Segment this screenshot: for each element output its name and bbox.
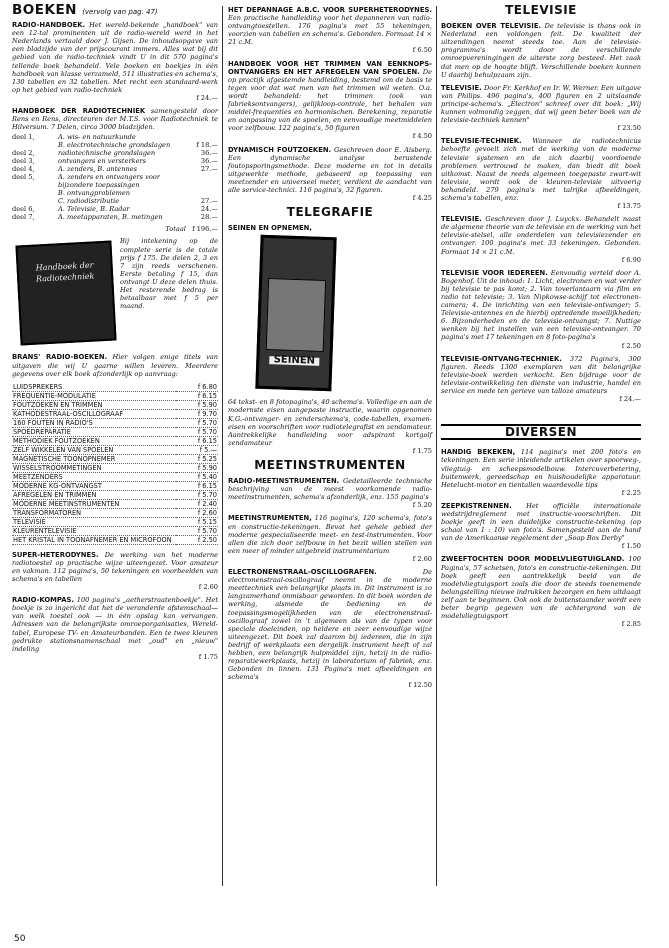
part-name: A. meetapparaten, B. metingen — [58, 213, 163, 222]
price-list-name: HET KRISTAL IN TOONAFNEMER EN MICROFOON — [12, 535, 176, 544]
part-name: B. ontvangproblemen — [58, 189, 131, 198]
price-list-price: f 5.70 — [176, 490, 218, 499]
entry-text: Het officiële internationale wedstrijdreglement met instructie-voorschriften. Dit boekje geeft in een duidelijke constructie-tekening (op schaal van 1 : 10) van foto's. Samengesteld aan de hand van de Amerikaanse regelement der „Soap Box Derby" — [441, 501, 641, 543]
entry-title: TELEVISIE-TECHNIEK. — [441, 137, 522, 146]
part-name: radiotechnische grondslagen — [58, 149, 156, 158]
entry-meetinstrumenten — [228, 514, 432, 563]
part-num: deel 2, — [12, 149, 35, 158]
entry-price: f 6.90 — [621, 255, 641, 264]
entry-price: f 4.50 — [412, 132, 432, 141]
price-list-name: MODERNE KG-ONTVANGST — [12, 481, 176, 490]
parts-table — [12, 133, 218, 221]
entry-title: SUPER-HETERODYNES. — [12, 550, 99, 559]
entry-price: f 24.— — [619, 395, 641, 404]
price-list-price: f 9.70 — [176, 409, 218, 418]
entry-text: Het wereld-bekende „handboek" van een 12-tal prominenten uit de radio-wereld werd in het Nederlands vertaald door J. Gijsen. De inhoudsopgave van een bladzijde van der prijscourant immers. Alles wat bij dit gebied van de radio-techniek vindt U in dit 570 pagina's tellende boek behandeld. Vele boeken en boekjes in één handboek van klasse verzameld, 511 illustraties en schema's, 130 tabellen en 32 tabellen. Met recht een standaard-werk op het gebied van radio-techniek — [12, 21, 218, 94]
section-header-televisie: TELEVISIE — [505, 3, 577, 17]
entry-text: Hier volgen enige titels van uitgaven die wij U gaarne willen leveren. Meerdere gegevens over elk boek afzonderlijk op aanvraag: — [12, 353, 218, 378]
entry-depannage — [228, 6, 432, 55]
part-row — [12, 189, 218, 197]
subscription-text: Bij intekening op de complete serie is de totale prijs f 175. De delen 2, 3 en 7 zijn reeds verschenen. Eerste betaling f 15, dan ontvangt U deze delen thuis. Het resterende bedrag is betaalbaar met f 5 per maand. — [120, 237, 218, 311]
price-list-row — [12, 445, 218, 454]
price-list-row — [12, 526, 218, 535]
price-list-row — [12, 427, 218, 436]
total-label: Totaal — [165, 225, 186, 234]
price-list-row — [12, 472, 218, 481]
price-list-price: f 2.50 — [176, 535, 218, 544]
price-list-row — [12, 454, 218, 463]
entry-price: f 13.75 — [617, 202, 641, 211]
entry-price: f 23.50 — [617, 124, 641, 133]
book-cover-title: Handboek der Radiotechniek — [35, 260, 95, 284]
part-price: 28.— — [200, 213, 218, 222]
price-list-row — [12, 383, 218, 392]
price-list-row — [12, 517, 218, 526]
parts-total — [12, 225, 218, 233]
entry-text: De televisie is thans ook in Nederland een voldongen feit. De kwaliteit der uitzendingen neemt steeds toe. Aan de televisie-programma's wordt door de verschillende omroepvereningingen de uiterste zorg besteed. Het zaak dat men op de hoogte blijft. Verschillende boeken kunnen U daarbij behulpzaam zijn. — [441, 22, 642, 79]
part-name: A. zenders, B. antennes — [58, 165, 137, 174]
part-name: A. zenders en ontvangers voor bijzondere toepassingen — [58, 173, 160, 190]
page-number: 50 — [14, 934, 26, 944]
entry-radio-handboek — [12, 21, 218, 102]
part-row — [12, 173, 218, 189]
entry-tv-kerkhof — [441, 84, 641, 133]
entry-text: 116 pagina's, 120 schema's, foto's en constructie-tekeningen. Bevat het gehele gebied der moderne gespecialiseerde meet- en test-instrumenten. Voor allen die zich door zelfbouw in het bezit willen stellen van een meer of minder uitgebreid instrumentarium — [228, 514, 432, 555]
price-list-row — [12, 418, 218, 427]
entry-price: f 2.60 — [412, 554, 432, 563]
price-list-name: 160 FOUTEN IN RADIO'S — [12, 418, 176, 427]
part-name: A. wis- en natuurkunde — [58, 133, 136, 142]
entry-tv-luyckx — [441, 215, 641, 264]
part-price — [182, 189, 218, 197]
part-price — [182, 133, 218, 141]
entry-zweeftochten — [441, 555, 641, 628]
price-list-row — [12, 409, 218, 418]
price-list-name: SPOEDREPARATIE — [12, 427, 176, 436]
price-list-name: KATHODESTRAAL-OSCILLOGRAAF — [12, 409, 176, 418]
price-list-name: MAGNETISCHE TOONOPNEMER — [12, 454, 176, 463]
part-price: f 18.— — [196, 141, 218, 150]
entry-title: ZEEPKISTRENNEN. — [441, 501, 512, 510]
price-list-row — [12, 508, 218, 517]
price-list-name: METHODIEK FOUTZOEKEN — [12, 436, 176, 445]
price-list-row — [12, 436, 218, 445]
entry-text: 372 Pagina's, 300 figuren. Reeds 1300 exemplaren van dit belangrijke televisie-boek werden verkocht. Een bijdrage voor de televisie-ontwikkeling ten dienste van industrie, handel en service en mede ten gerieve van talloze amateurs — [441, 354, 641, 396]
price-list-row — [12, 463, 218, 472]
entry-zeepkist — [441, 502, 641, 551]
entry-title: RADIO-MEETINSTRUMENTEN. — [228, 477, 340, 486]
entry-text: De op practijk afgestemde handleiding, bestemd om de basis te tegen voor dat wat men van het trimmen wil weten. O.a. wordt behandeld: het trimmen (ook van fabrieksontvangers), gelijkloop-controle, het behalen van middel-frequenties en harmonischen. Berekening, reparatie en aanpassing van de spoelen, en eenvoudige meetmiddelen voor zelfbouw. 122 pagina's, 50 figuren — [228, 67, 432, 133]
column-left — [12, 2, 218, 666]
price-list-price: f 5.70 — [176, 427, 218, 436]
entry-title: TELEVISIE VOOR IEDEREEN. — [441, 268, 548, 277]
part-price: 36.— — [200, 149, 218, 158]
entry-text: Eenvoudig verteld door A. Bogenhof. Uit de inhoud: 1. Licht, electronen en wat verder bij televisie te pas komt; 2. Van toverlantaarn via film en radio tot televisie; 3. Van Nipkowse-schijf tot electronen-camera; 4. De inrichting van een televisie-ontvanger; 5. Televisie-antennes en de hierbij optredende moeilijkheden; 6. Bijzonderheden en de televisie-ontvangst; 7. Nuttige wenken bij het instellen van een televisie-ontvanger. 70 pagina's met 17 tekeningen en 8 foto-pagina's — [441, 268, 641, 342]
entry-price: f 4.25 — [412, 194, 432, 203]
price-list-row — [12, 535, 218, 544]
entry-trimmen — [228, 60, 432, 141]
price-list-price: f 5.15 — [176, 517, 218, 526]
entry-price: f 2.85 — [621, 620, 641, 629]
price-list-price: f 5.90 — [176, 463, 218, 472]
entry-price: f 1.75 — [412, 446, 432, 455]
entry-oscillografen — [228, 568, 432, 689]
entry-title: HET DEPANNAGE A.B.C. VOOR SUPERHETERODYNES. — [228, 6, 432, 14]
part-num — [12, 141, 58, 149]
part-row — [12, 213, 218, 221]
section-header-diversen: DIVERSEN — [441, 424, 641, 440]
part-price: 27.— — [200, 165, 218, 174]
entry-text: De electronenstraal-oscillograaf neemt in de moderne meettechniek een belangrijke plaats in. Dit instrument is zo langzamerhand onmisbaar geworden. In dit boek worden de werking, alsmede de bediening en de toepassingsmogelijkheden van de electronenstraal-oscillograaf zowel in 't algemeen als van de typen voor speciale doeleinden, op heldere en zeer eenvoudige wijze uiteengezet. Dit boek zal daarom bij iedereen, die in zijn bedrijf of werkplaats een dergelijk instrument heeft of zal hebben, een belangrijk hulpmiddel zijn, hetzij in de radio-reparatiewerkplaats, hetzij in laboratorium of fabriek, enz. Gebonden in linnen. 131 Pagina's met afbeeldingen en schema's — [228, 568, 432, 682]
entry-text: Geschreven door J. Luyckx. Behandelt naast de algemene theorie van de televisie en de werking van het televisie-stelsel, alle onderdelen van televisiezender en ontvanger. 100 pagina's met 33 tekeningen. Gebonden. Formaat 14 × 21 c.M. — [441, 215, 641, 256]
entry-radio-meet — [228, 477, 432, 509]
entry-title: MEETINSTRUMENTEN, — [228, 514, 312, 523]
entry-handboek-radiotechniek — [12, 107, 218, 131]
entry-text: Een practische handleiding voor het depanneren van radio-ontvangtoestellen. 176 pagina's met 55 tekeningen, voorzien van tabellen en schema's. Gebonden. Formaat 14 × 21 c.M. — [228, 14, 432, 47]
price-list-name: ZELF WIKKELEN VAN SPOELEN — [12, 445, 176, 454]
price-list-name: LUIDSPREKERS — [12, 383, 176, 392]
entry-title: TELEVISIE-ONTVANG-TECHNIEK. — [441, 354, 562, 363]
price-list-name: MODERNE MEETINSTRUMENTEN — [12, 499, 176, 508]
entry-price: f 1.50 — [621, 542, 641, 551]
part-num: deel 6, — [12, 205, 35, 214]
entry-price: f 1.75 — [198, 652, 218, 661]
header-boeken: BOEKEN — [12, 2, 77, 18]
price-list — [12, 383, 218, 545]
total-price: f 196.— — [192, 225, 218, 234]
price-list-price: f 5.70 — [176, 418, 218, 427]
entry-title: ELECTRONENSTRAAL-OSCILLOGRAFEN. — [228, 568, 377, 577]
price-list-price: f 6.80 — [176, 383, 218, 392]
price-list-price: f 6.15 — [176, 391, 218, 400]
price-list-row — [12, 391, 218, 400]
entry-text: De werking van het moderne radiotoestel op practische wijze uiteengezet. Voor amateur en vakman. 112 pagina's, 50 tekeningen en voorbeelden van schema's en tabellen — [12, 550, 218, 583]
price-list-row — [12, 481, 218, 490]
part-num: deel 3, — [12, 157, 35, 166]
entry-price: f 2.50 — [621, 341, 641, 350]
part-price: 24.— — [200, 205, 218, 214]
entry-text: 64 tekst- en 8 fotopagina's, 40 schema's. Volledige en aan de modernste eisen aangepaste instructie, waarin opgenomen K.G.-ontvanger- en zenderschema's, code-tabellen, examen-eisen en voorschriften voor radiotelegrafist en zendamateur. Aantrekkelijke handleiding voor adspirant kortgolf zendamateur — [228, 398, 432, 447]
entry-title: DYNAMISCH FOUTZOEKEN. — [228, 145, 332, 154]
section-header-boeken — [12, 2, 218, 18]
part-num: deel 5, — [12, 173, 35, 182]
part-price: 36.— — [200, 157, 218, 166]
entry-title: BOEKEN OVER TELEVISIE. — [441, 22, 542, 31]
price-list-row — [12, 490, 218, 499]
entry-tv-techniek — [441, 137, 641, 210]
price-list-price: f 5.70 — [176, 526, 218, 535]
entry-title: RADIO-HANDBOEK. — [12, 21, 86, 30]
price-list-name: FOUTZOEKEN EN TRIMMEN — [12, 400, 176, 409]
seinen-book-cover — [255, 235, 336, 392]
part-num — [12, 189, 58, 197]
part-price — [182, 173, 218, 189]
book-cover-title: SEINEN — [269, 356, 319, 366]
entry-title: TELEVISIE. — [441, 215, 482, 224]
entry-title: SEINEN EN OPNEMEN, — [228, 224, 312, 233]
entry-price: f 2.25 — [621, 488, 641, 497]
entry-title: RADIO-KOMPAS. — [12, 596, 74, 605]
entry-price: f 5.20 — [412, 501, 432, 510]
entry-price: f 6.50 — [412, 46, 432, 55]
price-list-price: f 5.40 — [176, 472, 218, 481]
part-row — [12, 157, 218, 165]
entry-seinen-head — [228, 224, 432, 232]
price-list-name: FREQUENTIE-MODULATIE — [12, 391, 176, 400]
entry-price: f 2.60 — [198, 583, 218, 592]
entry-seinen — [228, 398, 432, 455]
entry-price: f 12.50 — [408, 681, 432, 690]
part-price: 27.— — [200, 197, 218, 206]
part-row — [12, 149, 218, 157]
entry-title: HANDIG BEKEKEN, — [441, 448, 516, 457]
entry-text: 100 pagina's „aetherstraatenboekje". Het boekje is zo ingericht dat het de veranderde afstemschaal—van welk toestel ook — in één opslag kan vervangen. Adressen van de belangrijkste omroeporganisaties, Wereld-tabel, Europese TV- en Amateurbanden. Een te twee kleuren gedrukte stationsnamenschaal met „oud" en „nieuw" indeling — [12, 596, 218, 653]
entry-dynamisch — [228, 146, 432, 203]
entry-text: Wanneer de radiotechnicus behoefte gevoelt zich met de werking van de moderne televisie systemen en de zich daarbij voordoende problemen vertrouwd te maken, dan biedt dit boek uitkomst. Naast de reeds algemeen toegepaste zwart-wit televisie, wordt ook de kleuren-televisie uitvoerig behandeld. 279 pagina's met talrijke afbeeldingen, schema's tabellen, enz. — [441, 137, 641, 202]
column-divider — [222, 6, 223, 886]
section-header-telegrafie: TELEGRAFIE — [286, 205, 374, 220]
entry-brans — [12, 353, 218, 377]
book-cover-photo — [266, 278, 326, 352]
entry-super-het — [12, 551, 218, 591]
part-row — [12, 197, 218, 205]
part-num — [12, 197, 58, 205]
book-cover-image — [15, 241, 116, 346]
entry-title: TELEVISIE. — [441, 83, 482, 92]
price-list-name: MEETZENDERS — [12, 472, 176, 481]
entry-title: HANDBOEK VOOR HET TRIMMEN VAN EENKNOPS-ONTVANGERS EN HET AFREGELEN VAN SPOELEN. — [228, 59, 432, 76]
price-list-price: f 5.90 — [176, 400, 218, 409]
entry-title: BRANS' RADIO-BOEKEN. — [12, 353, 108, 362]
header-note: (vervolg van pag. 47) — [82, 8, 158, 16]
part-num: deel 4, — [12, 165, 35, 174]
part-num: deel 1, — [12, 133, 35, 142]
entry-text: Door Fr. Kerkhof en Ir. W. Werner. Een uitgave van Philips. 496 pagina's, 400 figuren en 2 uitslaande principe-schema's. „Electron" schreef over dit boek: „Wij kunnen volmondig zeggen, dat wij geen beter boek van de televisie-techniek kennen" — [441, 83, 641, 125]
part-name: ontvangers en versterkers — [58, 157, 147, 166]
price-list-name: KLEURENTELEVISIE — [12, 526, 176, 535]
price-list-price: f 2.40 — [176, 499, 218, 508]
entry-text: samengesteld door Rens en Rens, directeuren der M.T.S. voor Radiotechniek te Hilversum. 7 Delen, circa 3000 bladzijden. — [12, 107, 218, 132]
section-header-meetinstrumenten: MEETINSTRUMENTEN — [254, 458, 406, 472]
price-list-price: f 5.25 — [176, 454, 218, 463]
price-list-name: TELEVISIE — [12, 517, 176, 526]
price-list-price: f 5.— — [176, 445, 218, 454]
part-row — [12, 141, 218, 149]
entry-price: f 24.— — [196, 93, 218, 102]
entry-bekeken — [441, 448, 641, 497]
price-list-price: f 6.15 — [176, 436, 218, 445]
price-list-price: f 2.60 — [176, 508, 218, 517]
book-offer — [12, 237, 218, 345]
price-list-name: WISSELSTROOMMETINGEN — [12, 463, 176, 472]
part-name: C. radiodistributie — [58, 197, 120, 206]
column-divider — [436, 6, 437, 886]
entry-radio-kompas — [12, 596, 218, 661]
price-list-name: AFREGELEN EN TRIMMEN — [12, 490, 176, 499]
column-middle — [228, 6, 432, 694]
entry-text: Geschreven door E. Aisberg. Een dynamische analyse berustende foutopsporingsmethode. Deze moderne en tot in details uitgewerkte methode, gebaseerd op toepassing van meetzender en universeel meter, verdient de aandacht van alle service-technici. 116 pagina's, 32 figuren. — [228, 145, 432, 194]
price-list-row — [12, 400, 218, 409]
part-num: deel 7, — [12, 213, 35, 222]
price-list-row — [12, 499, 218, 508]
entry-title: ZWEEFTOCHTEN DOOR MODELVLIEGTUIGLAND. — [441, 555, 625, 564]
price-list-price: f 6.15 — [176, 481, 218, 490]
entry-tv-ontvang — [441, 355, 641, 404]
entry-text: 114 pagina's met 200 foto's en tekeningen. Een serie inleidende artikelen over spoorweg-, vliegtuig- en scheepsmodelbouw. Intercuverbetering, buitenwerk, gereedschap en huishoudelijke apparatuur. Hetelucht-motor en tientallen waardevolle tips — [441, 448, 641, 489]
entry-title: HANDBOEK DER RADIOTECHNIEK — [12, 107, 146, 116]
entry-text: Gedetailleerde technische beschrijving van de meest voorkomende radio-meetinstrumenten, schema's afzonderlijk, enz. 155 pagina's — [228, 477, 432, 502]
part-name: B. electrotechnische grondslagen — [58, 141, 171, 150]
part-row — [12, 133, 218, 141]
entry-boeken-tv — [441, 22, 641, 79]
entry-tv-iedereen — [441, 269, 641, 350]
column-right — [441, 3, 642, 633]
part-name: A. Televisie, B. Radar — [58, 205, 130, 214]
part-row — [12, 205, 218, 213]
entry-text: 100 Pagina's, 57 schetsen, foto's en constructie-tekeningen. Dit boek geeft een aantrekkelijk beeld van de modelvliegtuigsport zoals die door de steeds toenemende belangstelling nieuwe indrukken bezorgen en hem uitdaagt zelf aan te beginnen. Ook ook de buitenstaander wordt een beter begrip gegeven van de achtergrond van de modelvliegtuigsport — [441, 555, 641, 621]
price-list-name: TRANSFORMATOREN — [12, 508, 176, 517]
part-row — [12, 165, 218, 173]
